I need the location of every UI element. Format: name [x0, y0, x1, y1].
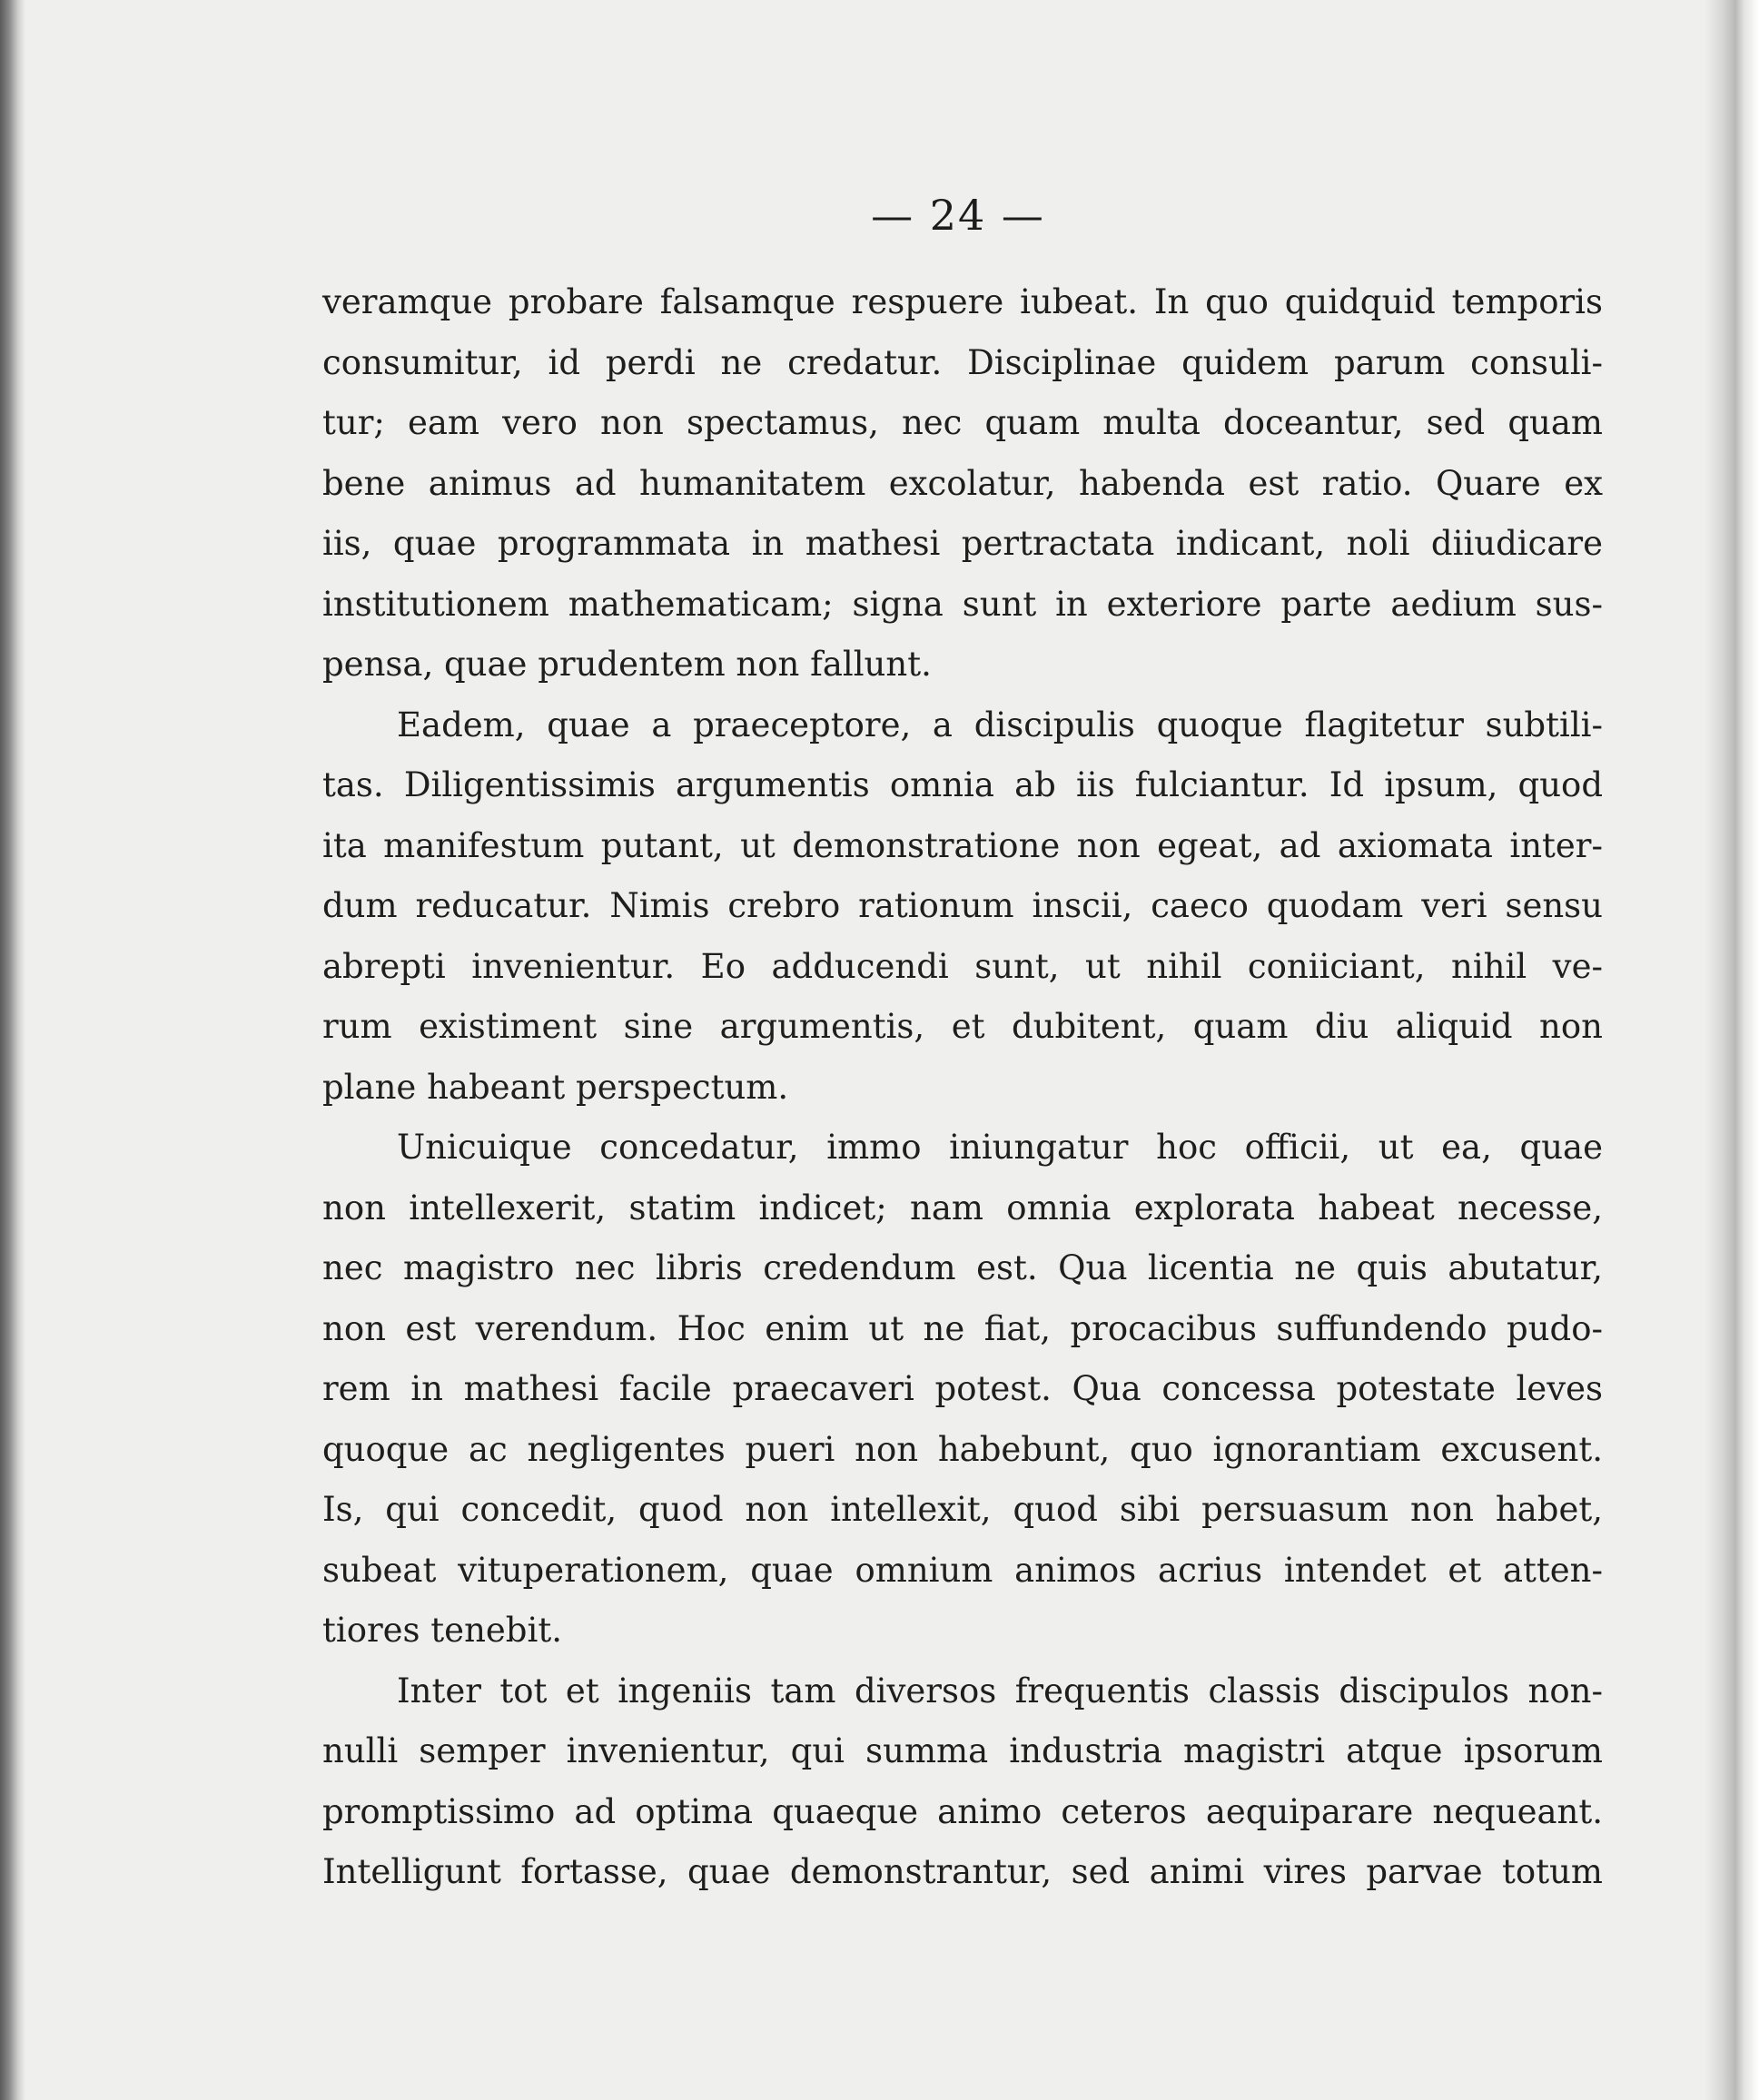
text-line: bene animus ad humanitatem excolatur, habenda est ratio. Quare ex [322, 463, 1603, 503]
text-line: tur; eam vero non spectamus, nec quam multa doceantur, sed quam [322, 403, 1603, 442]
body-text [322, 272, 1603, 1903]
text-line: institutionem mathematicam; signa sunt in exteriore parte aedium sus- [322, 584, 1603, 624]
text-line: consumitur, id perdi ne credatur. Disciplinae quidem parum consuli- [322, 342, 1603, 382]
text-line: abrepti invenientur. Eo adducendi sunt, ut nihil coniiciant, nihil ve- [322, 946, 1603, 986]
text-line: rem in mathesi facile praecaveri potest. Qua concessa potestate leves [322, 1369, 1603, 1408]
text-line: non est verendum. Hoc enim ut ne fiat, procacibus suffundendo pudo- [322, 1308, 1603, 1348]
text-line: subeat vituperationem, quae omnium animos acrius intendet et atten- [322, 1550, 1603, 1590]
left-binding-shadow [0, 0, 25, 2100]
text-line: Intelligunt fortasse, quae demonstrantur, sed animi vires parvae totum [322, 1852, 1603, 1891]
text-line: plane habeant perspectum. [322, 1067, 789, 1107]
text-line: rum existiment sine argumentis, et dubitent, quam diu aliquid non [322, 1007, 1603, 1046]
text-line: Eadem, quae a praeceptore, a discipulis quoque flagitetur subtili- [397, 705, 1603, 744]
text-line: nulli semper invenientur, qui summa industria magistri atque ipsorum [322, 1731, 1603, 1770]
text-line: ita manifestum putant, ut demonstratione non egeat, ad axiomata inter- [322, 825, 1603, 865]
text-line: Inter tot et ingeniis tam diversos frequentis classis discipulos non- [397, 1671, 1603, 1711]
text-line: non intellexerit, statim indicet; nam omnia explorata habeat necesse, [322, 1188, 1603, 1227]
text-line: veramque probare falsamque respuere iubeat. In quo quidquid temporis [322, 282, 1603, 321]
text-line: Is, qui concedit, quod non intellexit, quod sibi persuasum non habet, [322, 1490, 1603, 1529]
text-line: tiores tenebit. [322, 1611, 562, 1650]
text-line: quoque ac negligentes pueri non habebunt, quo ignorantiam excusent. [322, 1429, 1603, 1469]
text-line: dum reducatur. Nimis crebro rationum inscii, caeco quodam veri sensu [322, 886, 1603, 925]
page-number: — 24 — [871, 191, 1045, 240]
text-line: tas. Diligentissimis argumentis omnia ab iis fulciantur. Id ipsum, quod [322, 765, 1603, 804]
text-line: nec magistro nec libris credendum est. Qua licentia ne quis abutatur, [322, 1248, 1603, 1287]
text-line: pensa, quae prudentem non fallunt. [322, 645, 932, 684]
text-line: iis, quae programmata in mathesi pertractata indicant, noli diiudicare [322, 524, 1603, 563]
right-page-edge [1705, 0, 1759, 2100]
text-line: Unicuique concedatur, immo iniungatur hoc officii, ut ea, quae [397, 1128, 1603, 1167]
text-line: promptissimo ad optima quaeque animo ceteros aequiparare nequeant. [322, 1791, 1603, 1831]
